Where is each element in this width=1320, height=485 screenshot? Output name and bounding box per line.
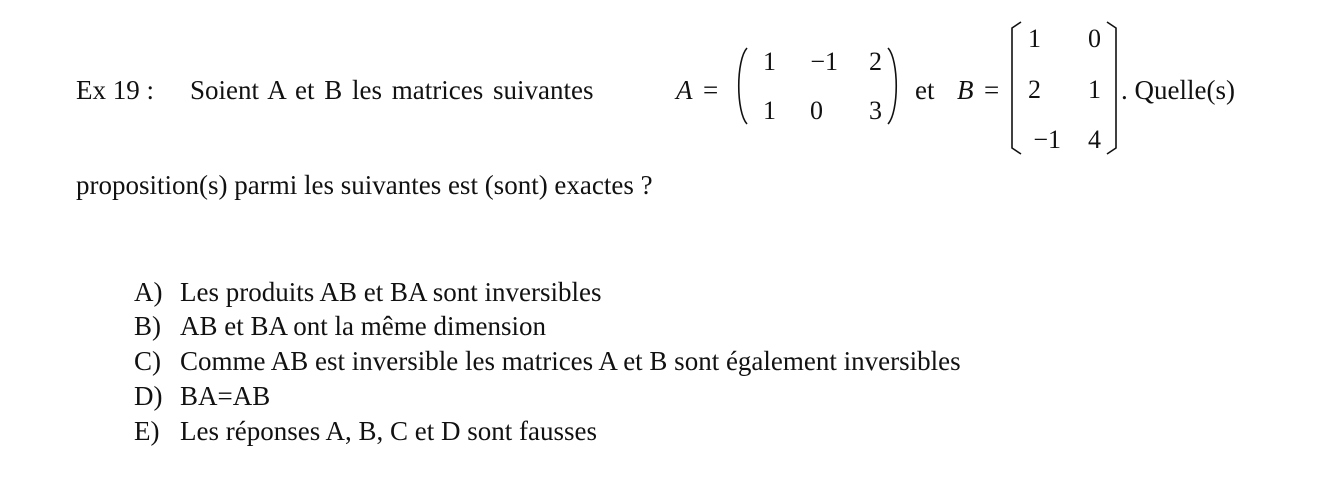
matrix-b-equals: = <box>984 75 1000 105</box>
exercise-intro: Soient A et B les matrices suivantes <box>190 75 594 105</box>
matrix-a-cell: 2 <box>869 47 882 76</box>
matrix-b-cell: 0 <box>1088 24 1101 53</box>
matrix-b-cell: 1 <box>1088 75 1101 104</box>
matrix-b-name: B <box>957 75 974 105</box>
connector-et: et <box>915 75 935 105</box>
matrix-a-cell: 0 <box>810 96 823 125</box>
option-text: Comme AB est inversible les matrices A et B sont également inversibles <box>180 346 961 376</box>
statement-tail: . Quelle(s) <box>1121 75 1235 105</box>
matrix-b-cell: 4 <box>1088 125 1101 154</box>
option-letter: C) <box>134 346 161 376</box>
matrix-a-left-paren <box>733 46 749 126</box>
option-text: Les réponses A, B, C et D sont fausses <box>180 416 597 446</box>
matrix-b-cell: −1 <box>1033 125 1061 154</box>
matrix-a-cell: −1 <box>810 47 838 76</box>
option-letter: A) <box>134 277 163 307</box>
matrix-b-cell: 2 <box>1028 75 1041 104</box>
matrix-a-cell: 3 <box>869 96 882 125</box>
option-text: Les produits AB et BA sont inversibles <box>180 277 602 307</box>
option-letter: B) <box>134 311 161 341</box>
exercise-label: Ex 19 : <box>76 75 154 105</box>
matrix-a-equals: = <box>703 75 719 105</box>
option-text: AB et BA ont la même dimension <box>180 311 546 341</box>
option-letter: E) <box>134 416 160 446</box>
matrix-a-right-paren <box>886 46 902 126</box>
statement-line-2: proposition(s) parmi les suivantes est (sont) exactes ? <box>76 170 653 200</box>
option-letter: D) <box>134 381 163 411</box>
matrix-b-cell: 1 <box>1028 24 1041 53</box>
matrix-a-cell: 1 <box>763 47 776 76</box>
option-text: BA=AB <box>180 381 271 411</box>
matrix-b-right-paren <box>1105 20 1119 156</box>
matrix-a-name: A <box>676 75 693 105</box>
matrix-a-cell: 1 <box>763 96 776 125</box>
